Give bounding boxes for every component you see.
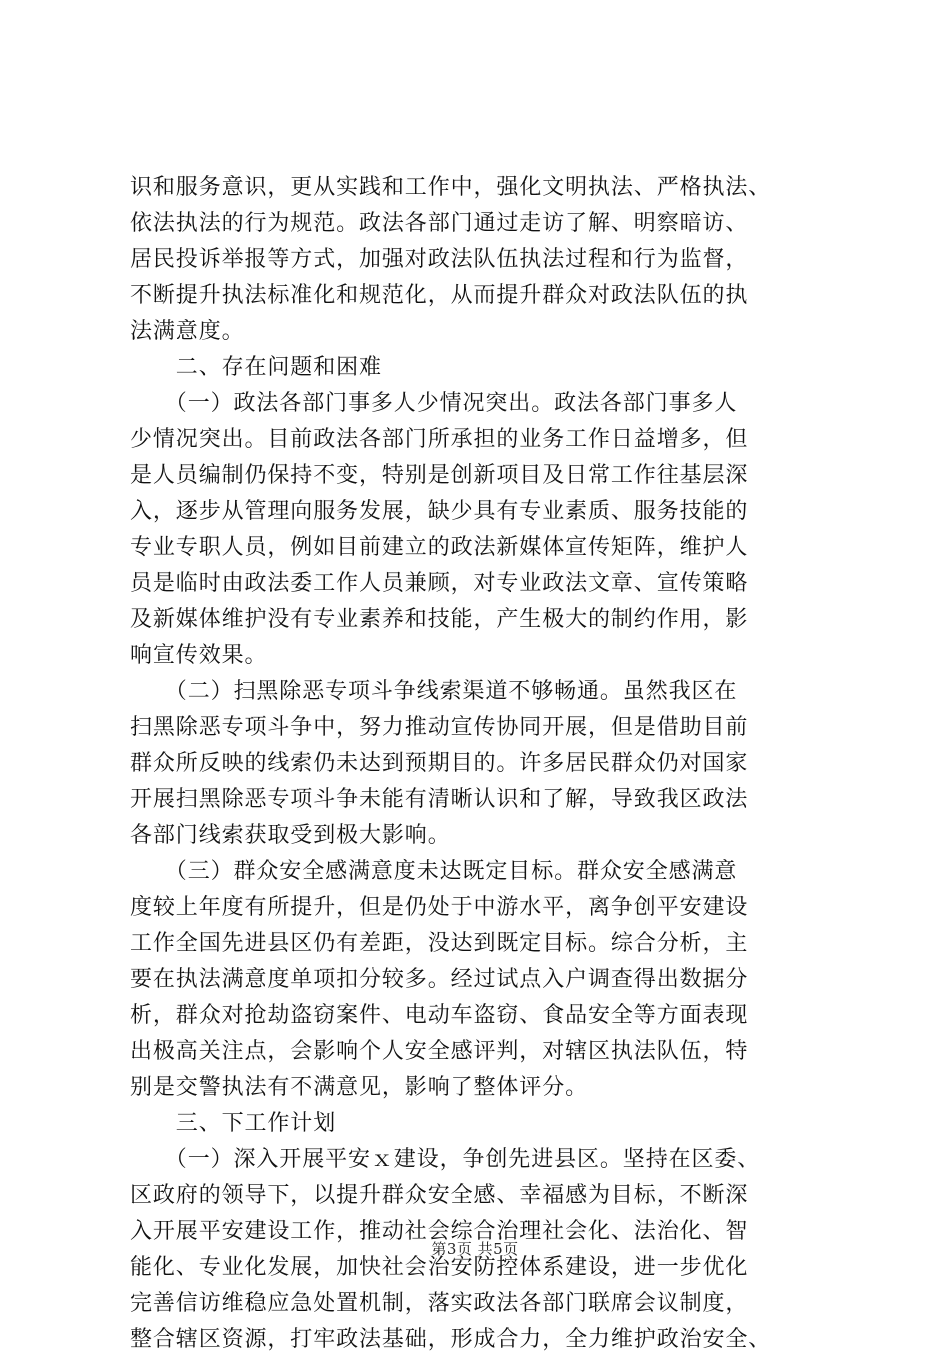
text-line: 法满意度。 [130,319,245,344]
text-line: 依法执法的行为规范。政法各部门通过走访了解、明察暗访、 [130,211,749,236]
text-line: 员是临时由政法委工作人员兼顾，对专业政法文章、宣传策略 [130,571,749,596]
text-line: （三）群众安全感满意度未达既定目标。群众安全感满意 [130,859,738,884]
text-line: 开展扫黑除恶专项斗争未能有清晰认识和了解，导致我区政法 [130,787,749,812]
document-body [130,170,830,1358]
text-line: 不断提升执法标准化和规范化，从而提升群众对政法队伍的执 [130,283,749,308]
text-line: 要在执法满意度单项扣分较多。经过试点入户调查得出数据分 [130,967,749,992]
text-line: 析，群众对抢劫盗窃案件、电动车盗窃、食品安全等方面表现 [130,1003,749,1028]
section-heading: 三、下工作计划 [130,1111,337,1136]
text-line: 及新媒体维护没有专业素养和技能，产生极大的制约作用，影 [130,607,749,632]
text-line: 工作全国先进县区仍有差距，没达到既定目标。综合分析，主 [130,931,749,956]
page-number-footer: 第3页 共5页 [431,1240,519,1258]
text-line: 区政府的领导下，以提升群众安全感、幸福感为目标，不断深 [130,1183,749,1208]
text-line: 居民投诉举报等方式，加强对政法队伍执法过程和行为监督， [130,247,749,272]
text-line: 各部门线索获取受到极大影响。 [130,823,451,848]
text-line: 扫黑除恶专项斗争中，努力推动宣传协同开展，但是借助目前 [130,715,749,740]
text-line: 入开展平安建设工作，推动社会综合治理社会化、法治化、智 [130,1219,749,1244]
text-line: 出极高关注点，会影响个人安全感评判，对辖区执法队伍，特 [130,1039,749,1064]
text-line: 完善信访维稳应急处置机制，落实政法各部门联席会议制度， [130,1291,749,1316]
text-line: （二）扫黑除恶专项斗争线索渠道不够畅通。虽然我区在 [130,679,738,704]
text-line: 专业专职人员，例如目前建立的政法新媒体宣传矩阵，维护人 [130,535,749,560]
text-line: 少情况突出。目前政法各部门所承担的业务工作日益增多，但 [130,427,749,452]
text-line: （一）深入开展平安ｘ建设，争创先进县区。坚持在区委、 [130,1147,761,1172]
text-line: 识和服务意识，更从实践和工作中，强化文明执法、严格执法、 [130,175,772,200]
text-line: 是人员编制仍保持不变，特别是创新项目及日常工作往基层深 [130,463,749,488]
text-line: 能化、专业化发展，加快社会治安防控体系建设，进一步优化 [130,1255,749,1280]
text-line: （一）政法各部门事多人少情况突出。政法各部门事多人 [130,391,738,416]
text-line: 整合辖区资源，打牢政法基础，形成合力，全力维护政治安全、 [130,1327,772,1352]
text-line: 度较上年度有所提升，但是仍处于中游水平，离争创平安建设 [130,895,749,920]
text-line: 别是交警执法有不满意见，影响了整体评分。 [130,1075,589,1100]
text-line: 入，逐步从管理向服务发展，缺少具有专业素质、服务技能的 [130,499,749,524]
section-heading: 二、存在问题和困难 [130,355,382,380]
text-line: 群众所反映的线索仍未达到预期目的。许多居民群众仍对国家 [130,751,749,776]
text-line: 响宣传效果。 [130,643,268,668]
